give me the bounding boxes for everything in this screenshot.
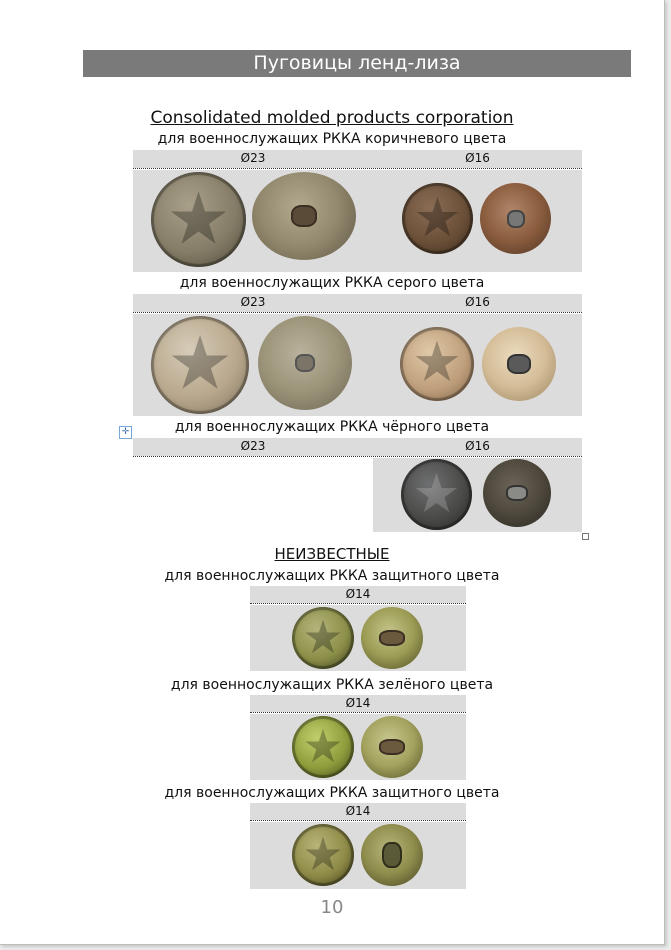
button-back-photo	[361, 824, 423, 886]
group-caption: для военнослужащих РККА зелёного цвета	[170, 677, 494, 693]
table-move-handle-icon[interactable]: ✛	[119, 426, 132, 439]
button-front-photo	[151, 172, 246, 267]
shank	[507, 210, 525, 228]
size-label: Ø23	[240, 439, 266, 453]
star-icon: ★	[166, 320, 234, 407]
star-icon: ★	[412, 461, 461, 525]
star-icon: ★	[302, 610, 344, 665]
size-label: Ø16	[465, 295, 490, 309]
manufacturer-heading: НЕИЗВЕСТНЫЕ	[274, 545, 390, 563]
button-front-photo	[402, 183, 473, 254]
divider	[133, 456, 582, 457]
table-resize-handle-icon[interactable]	[582, 533, 589, 540]
star-icon: ★	[411, 329, 463, 395]
shank	[295, 354, 315, 372]
divider	[133, 312, 582, 313]
photo-band	[250, 822, 466, 889]
shank	[507, 354, 531, 374]
button-back-photo	[361, 716, 423, 778]
group-caption: для военнослужащих РККА коричневого цвета	[157, 131, 507, 147]
size-label: Ø16	[465, 439, 490, 453]
size-label: Ø23	[240, 295, 266, 309]
button-front-photo	[292, 607, 354, 669]
divider	[250, 603, 466, 604]
group-caption: для военнослужащих РККА защитного цвета	[164, 568, 500, 584]
star-icon: ★	[302, 827, 344, 882]
manufacturer-heading: Consolidated molded products corporation	[150, 108, 514, 128]
star-icon: ★	[413, 185, 462, 249]
button-front-photo	[292, 824, 354, 886]
shank	[379, 739, 405, 755]
button-back-photo	[480, 183, 551, 254]
shank	[379, 630, 405, 646]
shank	[382, 842, 402, 868]
size-label: Ø23	[240, 151, 266, 165]
shank	[506, 485, 528, 501]
star-icon: ★	[302, 719, 344, 774]
size-label: Ø14	[345, 804, 371, 818]
size-label: Ø16	[465, 151, 490, 165]
button-front-photo	[151, 316, 249, 414]
button-back-photo	[258, 316, 352, 410]
button-front-photo	[400, 327, 474, 401]
size-label: Ø14	[345, 587, 371, 601]
page-title: Пуговицы ленд-лиза	[83, 50, 631, 77]
button-back-photo	[483, 459, 551, 527]
photo-band	[250, 714, 466, 780]
button-front-photo	[401, 459, 472, 530]
shank	[291, 205, 317, 227]
button-front-photo	[292, 716, 354, 778]
group-caption: для военнослужащих РККА чёрного цвета	[174, 419, 490, 435]
size-label: Ø14	[345, 696, 371, 710]
photo-band	[250, 605, 466, 671]
page-number: 10	[320, 897, 344, 918]
button-back-photo	[252, 172, 356, 260]
button-back-photo	[361, 607, 423, 669]
group-caption: для военнослужащих РККА серого цвета	[179, 275, 485, 291]
divider	[250, 820, 466, 821]
divider	[133, 168, 582, 169]
divider	[250, 712, 466, 713]
button-back-photo	[482, 327, 556, 401]
group-caption: для военнослужащих РККА защитного цвета	[164, 785, 500, 801]
star-icon: ★	[166, 176, 231, 261]
